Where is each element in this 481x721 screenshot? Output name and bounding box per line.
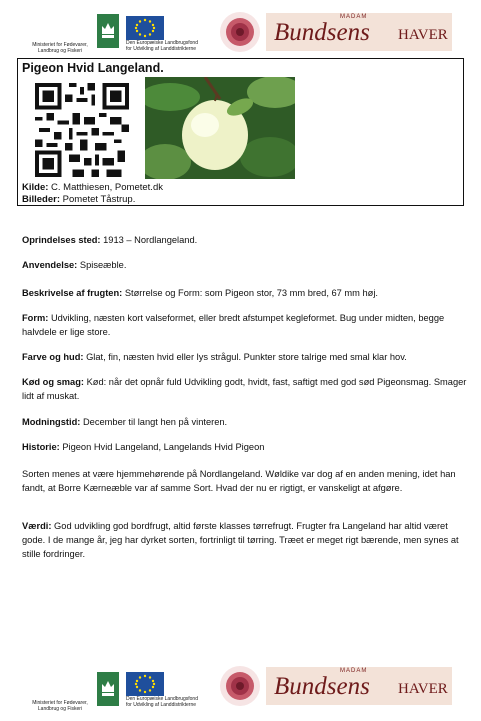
- source-label: Kilde:: [22, 182, 49, 193]
- section-origin: [22, 233, 468, 247]
- variety-info-box: [17, 58, 464, 206]
- section-ripening: [22, 415, 468, 429]
- section-label: Beskrivelse af frugten:: [22, 288, 123, 298]
- section-color-skin: [22, 350, 468, 364]
- brand-name: Bundsens: [274, 19, 370, 46]
- rose-emblem-icon: [218, 664, 262, 708]
- section-text: Pigeon Hvid Langeland, Langelands Hvid Pigeon: [62, 442, 265, 452]
- brand-name: Bundsens: [274, 673, 370, 700]
- eu-logo: [126, 672, 198, 708]
- section-label: Kød og smag:: [22, 377, 84, 387]
- section-text: Spiseæble.: [79, 260, 127, 270]
- eu-flag-icon: [126, 16, 164, 40]
- footer-logo-bar: [0, 664, 481, 712]
- qr-code-icon: [35, 83, 129, 177]
- variety-title: Pigeon Hvid Langeland.: [22, 61, 164, 75]
- ministry-label: Ministeriet for Fødevarer, Landbrug og Fiskeri: [32, 42, 88, 54]
- brand-haver: HAVER: [398, 681, 448, 697]
- section-label: Form:: [22, 313, 49, 323]
- section-label: Farve og hud:: [22, 352, 84, 362]
- eu-fund-label: Den Europæiske Landbrugsfond for Udvikling af Landdistrikterne: [126, 40, 198, 52]
- ministry-crown-logo-icon: [97, 14, 119, 48]
- brand-madam-label: MADAM: [340, 14, 368, 20]
- image-credit: [22, 194, 135, 205]
- section-label: Anvendelse:: [22, 260, 78, 270]
- section-value: [22, 519, 468, 561]
- section-text: Sorten menes at være hjemmehørende på Nordlangeland. Wøldike var dog af en anden mening, idet han fandt, at Borre Kærneæble var af samme Sort. Hvad der nu er rigtigt, er vanskeligt at afgøre.: [22, 469, 456, 493]
- eu-fund-label: Den Europæiske Landbrugsfond for Udvikling af Landdistrikterne: [126, 696, 198, 708]
- section-flesh-taste: [22, 375, 468, 403]
- eu-logo: [126, 16, 198, 52]
- section-label: Værdi:: [22, 521, 52, 531]
- section-description: [22, 286, 468, 300]
- brand-haver: HAVER: [398, 27, 448, 43]
- image-credit-label: Billeder:: [22, 194, 61, 205]
- section-usage: [22, 258, 468, 272]
- section-text: God udvikling god bordfrugt, altid første klasses tørrefrugt. Frugter fra Langeland har altid været gode. I de mange år, jeg har dyrket sorten, fortrinligt til tørring. Træet er meget rigt bærende, men synes at stille fordringer.: [22, 521, 459, 559]
- rose-emblem-icon: [218, 10, 262, 54]
- section-history: [22, 440, 468, 454]
- section-text: Udvikling, næsten kort valseformet, eller bredt afstumpet kegleformet. Bug under midten, begge halvdele er lige store.: [22, 313, 445, 337]
- image-credit-value: Pometet Tåstrup.: [62, 194, 136, 205]
- section-text: Størrelse og Form: som Pigeon stor, 73 mm bred, 67 mm høj.: [124, 288, 379, 298]
- apple-photo: [145, 77, 295, 179]
- section-text: 1913 – Nordlangeland.: [103, 235, 198, 245]
- section-text: Kød: når det opnår fuld Udvikling godt, hvidt, fast, saftigt med god sød Pigeonsmag. Smager lidt af muskat.: [22, 377, 467, 401]
- source-value: C. Matthiesen, Pometet.dk: [51, 182, 163, 193]
- section-label: Historie:: [22, 442, 60, 452]
- section-form: [22, 311, 468, 339]
- eu-flag-icon: [126, 672, 164, 696]
- section-text: Glat, fin, næsten hvid eller lys strågul. Punkter store talrige med smal klar hov.: [86, 352, 407, 362]
- ministry-label: Ministeriet for Fødevarer, Landbrug og Fiskeri: [32, 700, 88, 712]
- brand-logo: [266, 13, 452, 51]
- brand-logo: [266, 667, 452, 705]
- section-label: Oprindelses sted:: [22, 235, 101, 245]
- header-logo-bar: [0, 10, 481, 54]
- section-text: December til langt hen på vinteren.: [82, 417, 228, 427]
- section-history-note: [22, 467, 468, 495]
- ministry-crown-logo-icon: [97, 672, 119, 706]
- section-label: Modningstid:: [22, 417, 81, 427]
- brand-madam-label: MADAM: [340, 668, 368, 674]
- source-credit: [22, 182, 163, 193]
